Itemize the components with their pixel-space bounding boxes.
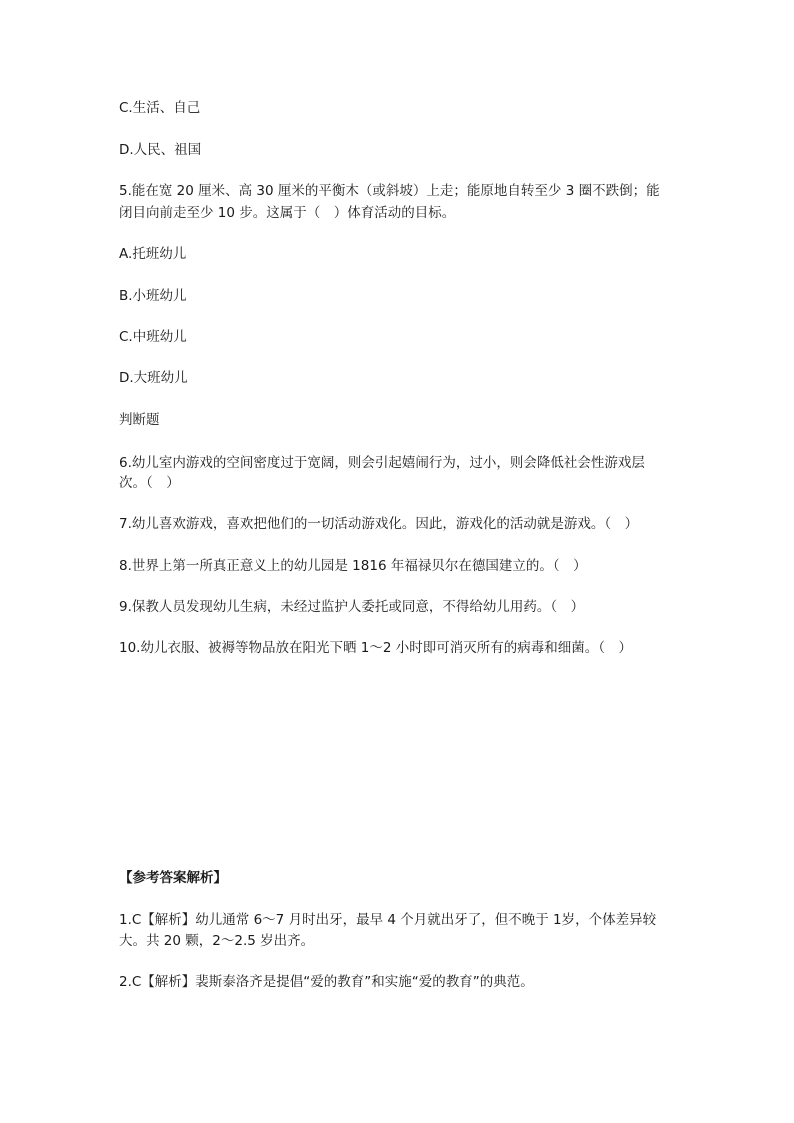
q5-option-b: B.小班幼儿 <box>119 288 187 304</box>
answer-1-line2: 大。共 20 颗，2～2.5 岁出齐。 <box>119 933 315 949</box>
q10: 10.幼儿衣服、被褥等物品放在阳光下晒 1～2 小时即可消灭所有的病毒和细菌。（ ） <box>119 640 632 656</box>
q9: 9.保教人员发现幼儿生病，未经过监护人委托或同意，不得给幼儿用药。（ ） <box>119 599 585 615</box>
q8: 8.世界上第一所真正意义上的幼儿园是 1816 年福禄贝尔在德国建立的。（ ） <box>119 558 587 574</box>
answers-heading: 【参考答案解析】 <box>119 870 227 886</box>
q6-line2: 次。（ ） <box>119 475 180 491</box>
answer-2: 2.C【解析】裴斯泰洛齐是提倡“爱的教育”和实施“爱的教育”的典范。 <box>119 974 534 990</box>
answer-1-line1: 1.C【解析】幼儿通常 6～7 月时出牙，最早 4 个月就出牙了，但不晚于 1岁，个体差异较 <box>119 912 657 928</box>
q4-option-d: D.人民、祖国 <box>119 142 202 158</box>
q5-option-d: D.大班幼儿 <box>119 370 188 386</box>
q5-option-a: A.托班幼儿 <box>119 246 187 262</box>
q5-option-c: C.中班幼儿 <box>119 329 187 345</box>
q6-line1: 6.幼儿室内游戏的空间密度过于宽阔，则会引起嬉闹行为，过小，则会降低社会性游戏层 <box>119 455 645 471</box>
q5-stem-line2: 闭目向前走至少 10 步。这属于（ ）体育活动的目标。 <box>119 205 456 221</box>
q7: 7.幼儿喜欢游戏，喜欢把他们的一切活动游戏化。因此，游戏化的活动就是游戏。（ ） <box>119 516 639 532</box>
q4-option-c: C.生活、自己 <box>119 100 201 116</box>
q5-stem-line1: 5.能在宽 20 厘米、高 30 厘米的平衡木（或斜坡）上走；能原地自转至少 3 圈不跌倒；能 <box>119 183 660 199</box>
section-heading-judgment: 判断题 <box>119 412 160 428</box>
